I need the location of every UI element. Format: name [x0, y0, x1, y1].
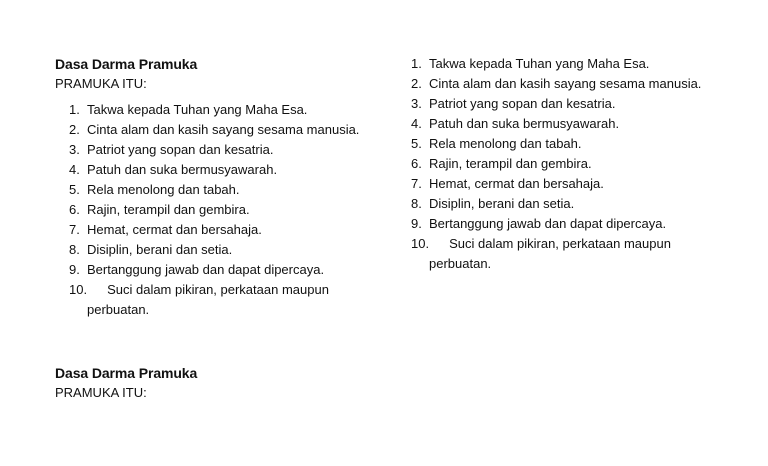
list-item-text: Disiplin, berani dan setia. [429, 196, 575, 211]
list-item [411, 134, 731, 154]
list-item-number: 9. [411, 216, 422, 231]
list-item-number: 9. [69, 262, 80, 277]
list-item-text: Rajin, terampil dan gembira. [87, 202, 250, 217]
list-item-text: Rajin, terampil dan gembira. [429, 156, 592, 171]
list-item-number: 3. [69, 142, 80, 157]
list-item-text: Hemat, cermat dan bersahaja. [429, 176, 604, 191]
list-item [411, 74, 731, 94]
list-item-text: Cinta alam dan kasih sayang sesama manusia. [429, 76, 702, 91]
list-item-text: Takwa kepada Tuhan yang Maha Esa. [429, 56, 650, 71]
list-item-number: 5. [69, 182, 80, 197]
list-item-text: Hemat, cermat dan bersahaja. [87, 222, 262, 237]
list-item-text: Bertanggung jawab dan dapat dipercaya. [87, 262, 325, 277]
list-item-text: Patuh dan suka bermusyawarah. [429, 116, 620, 131]
list-item-number: 6. [69, 202, 80, 217]
list-item [69, 220, 375, 240]
list-item [411, 94, 731, 114]
list-item-text: Cinta alam dan kasih sayang sesama manusia. [87, 122, 360, 137]
list-item [69, 180, 375, 200]
list-item [69, 140, 375, 160]
list-item-text: Takwa kepada Tuhan yang Maha Esa. [87, 102, 308, 117]
bottom-section [55, 363, 375, 403]
left-section [55, 54, 375, 320]
list-item-number: 1. [411, 56, 422, 71]
list-item-text: Suci dalam pikiran, perkataan maupun perbuatan. [429, 236, 671, 271]
list-item [411, 214, 731, 234]
list-item-text: Patriot yang sopan dan kesatria. [87, 142, 274, 157]
section-title: Dasa Darma Pramuka [55, 56, 198, 72]
list-item [411, 154, 731, 174]
list-item-number: 8. [411, 196, 422, 211]
list-item [411, 54, 731, 74]
list-item [69, 120, 375, 140]
list-item-number: 6. [411, 156, 422, 171]
list-item-number: 4. [69, 162, 80, 177]
list-item-number: 4. [411, 116, 422, 131]
list-item [69, 240, 375, 260]
list-item-text: Disiplin, berani dan setia. [87, 242, 233, 257]
dasa-darma-list [55, 100, 375, 320]
list-item-number: 2. [411, 76, 422, 91]
list-item [69, 200, 375, 220]
list-item [411, 174, 731, 194]
list-item-number: 2. [69, 122, 80, 137]
section-subtitle: PRAMUKA ITU: [55, 385, 147, 400]
list-item-text: Suci dalam pikiran, perkataan maupun perbuatan. [87, 282, 329, 317]
list-item [69, 100, 375, 120]
list-item-text: Rela menolong dan tabah. [429, 136, 582, 151]
section-subtitle: PRAMUKA ITU: [55, 76, 147, 91]
list-item [411, 194, 731, 214]
list-item-text: Bertanggung jawab dan dapat dipercaya. [429, 216, 667, 231]
list-item [69, 260, 375, 280]
list-item-text: Patriot yang sopan dan kesatria. [429, 96, 616, 111]
list-item-number: 7. [69, 222, 80, 237]
list-item-number: 7. [411, 176, 422, 191]
list-item-text: Rela menolong dan tabah. [87, 182, 240, 197]
right-section [411, 54, 731, 274]
list-item-number: 5. [411, 136, 422, 151]
dasa-darma-list [411, 54, 731, 274]
list-item [69, 160, 375, 180]
list-item-text: Patuh dan suka bermusyawarah. [87, 162, 278, 177]
section-title: Dasa Darma Pramuka [55, 365, 198, 381]
list-item [69, 280, 362, 320]
list-item-number: 3. [411, 96, 422, 111]
list-item [411, 234, 714, 274]
list-item-number: 8. [69, 242, 80, 257]
list-item-number: 1. [69, 102, 80, 117]
list-item [411, 114, 731, 134]
list-item-number: 10. [411, 236, 430, 251]
list-item-number: 10. [69, 282, 88, 297]
